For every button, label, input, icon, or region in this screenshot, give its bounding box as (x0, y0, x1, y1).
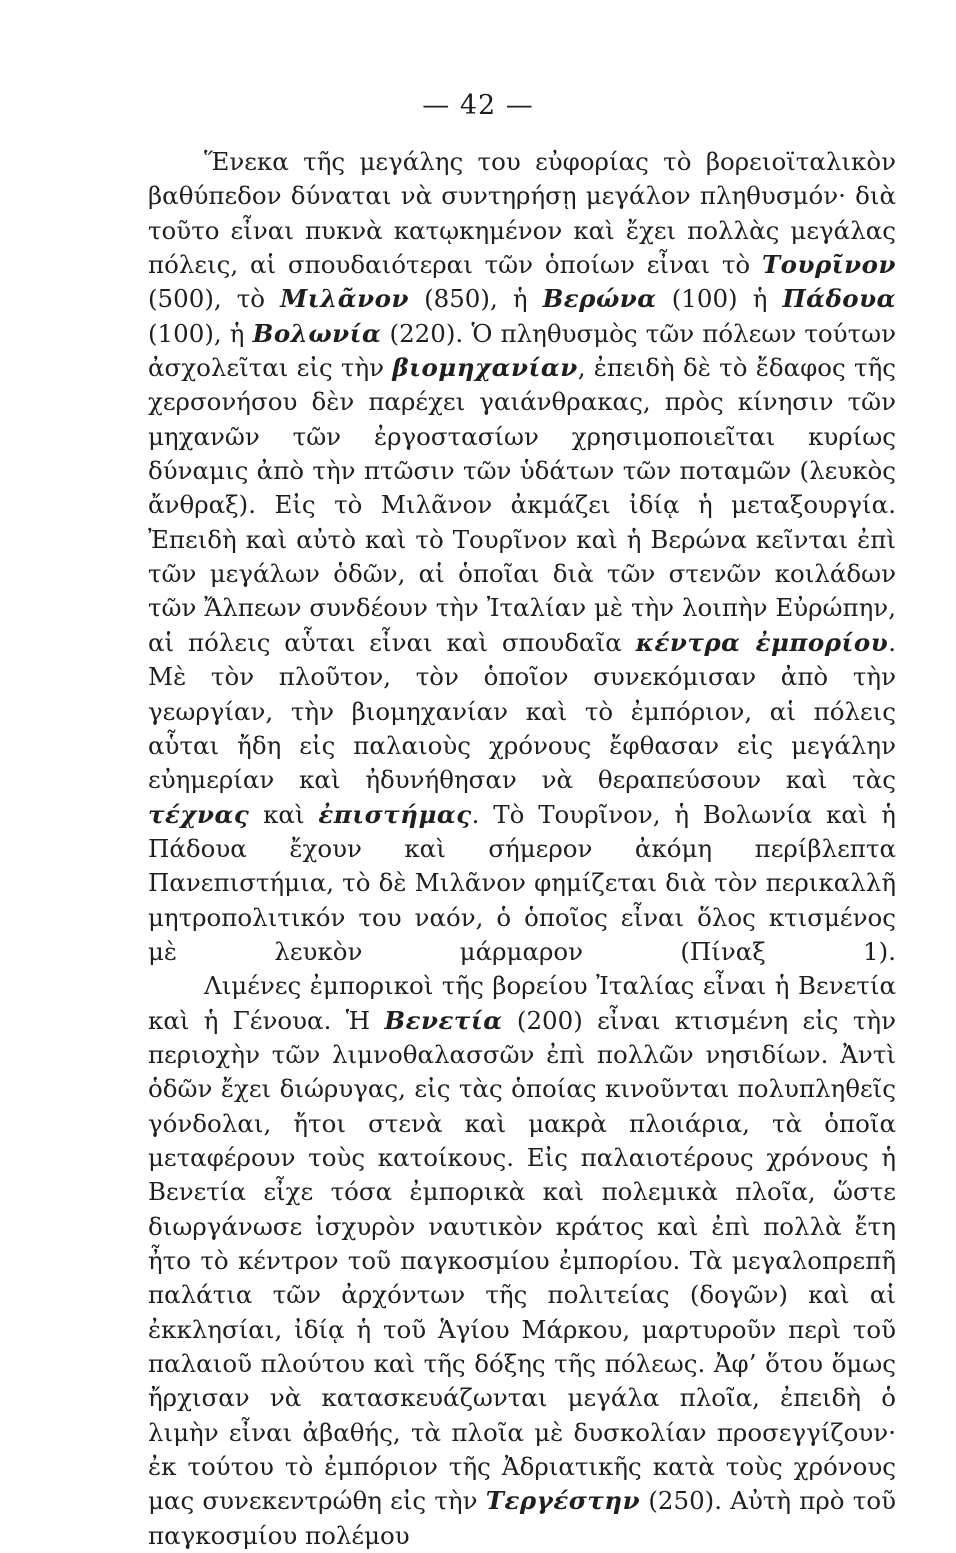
text-run: Λιμένες ἐμπορικοὶ τῆς βορείου Ἰταλίας εἶναι ἡ Βενετία καὶ ἡ Γένουα. Ἡ (148, 971, 896, 1035)
text-run: (200) εἶναι κτισμένη εἰς τὴν περιοχὴν τῶν λιμνοθαλασσῶν ἐπὶ πολλῶν νησιδίων. Ἀντὶ ὁδῶν ἔχει διώρυγας, εἰς τὰς ὁποίας κινοῦνται πολυπληθεῖς γόνδολαι, ἤτοι στενὰ καὶ μακρὰ πλοιάρια, τὰ ὁποῖα μεταφέρουν τοὺς κατοίκους. Εἰς παλαιοτέρους χρόνους ἡ Βενετία εἶχε τόσα ἐμπορικὰ καὶ πολεμικὰ πλοῖα, ὥστε διωργάνωσε ἰσχυρὸν ναυτικὸν κράτος καὶ ἐπὶ πολλὰ ἔτη ἦτο τὸ κέντρον τοῦ παγκοσμίου ἐμπορίου. Τὰ μεγαλοπρεπῆ παλάτια τῶν ἀρχόντων τῆς πολιτείας (δογῶν) καὶ αἱ ἐκκλησίαι, ἰδίᾳ ἡ τοῦ Ἁγίου Μάρκου, μαρτυροῦν περὶ τοῦ παλαιοῦ πλούτου καὶ τῆς δόξης τῆς πόλεως. Ἀφ’ ὅτου ὅμως ἤρχισαν νὰ κατασκευάζωνται μεγάλα πλοῖα, ἐπειδὴ ὁ λιμὴν εἶναι ἀβαθής, τὰ πλοῖα μὲ δυσκολίαν προσεγγίζουν· ἐκ τούτου τὸ ἐμπόριον τῆς Ἀδριατικῆς κατὰ τοὺς χρόνους μας συνεκεντρώθη εἰς τὴν (148, 1005, 896, 1516)
emphasis-venice: Βενετία (384, 1005, 503, 1035)
emphasis-bologna: Βολωνία (252, 318, 382, 348)
emphasis-industry: βιομηχανίαν (392, 353, 578, 383)
paragraph-commercial-ports (148, 969, 896, 1553)
emphasis-milan: Μιλᾶνον (280, 284, 409, 314)
emphasis-sciences: ἐπιστήμας (318, 799, 472, 829)
text-run: καὶ (249, 799, 319, 829)
emphasis-trade-centers: κέντρα ἐμπορίου (635, 627, 889, 657)
text-run: (850), ἡ (409, 284, 543, 314)
emphasis-verona: Βερώνα (542, 284, 657, 314)
text-run: . Τὸ Τουρῖνον, ἡ Βολωνία καὶ ἡ Πάδουα ἔχουν καὶ σήμερον ἀκόμη περίβλεπτα Πανεπιστήμια, τὸ δὲ Μιλᾶνον φημίζεται διὰ τὸν περικαλλῆ μητροπολιτικόν του ναόν, ὁ ὁποῖος εἶναι ὅλος κτισμένος μὲ λευκὸν μάρμαρον (Πίναξ 1). (148, 799, 896, 966)
emphasis-trieste: Τεργέστην (485, 1486, 641, 1516)
text-run: (100) ἡ (656, 284, 783, 314)
text-run: (100), ἡ (148, 318, 253, 348)
body-text (148, 145, 896, 1553)
text-run: (250). Αὐτὴ πρὸ τοῦ παγκοσμίου πολέμου (148, 1486, 896, 1550)
text-run: . Μὲ τὸν πλοῦτον, τὸν ὁποῖον συνεκόμισαν ἀπὸ τὴν γεωργίαν, τὴν βιομηχανίαν καὶ τὸ ἐμπόριον, αἱ πόλεις αὗται ἤδη εἰς παλαιοὺς χρόνους ἔφθασαν εἰς μεγάλην εὐημερίαν καὶ ἠδυνήθησαν νὰ θεραπεύσουν καὶ τὰς (148, 627, 896, 795)
emphasis-turin: Τουρῖνον (761, 250, 896, 280)
emphasis-padua: Πάδουα (782, 284, 896, 314)
text-run: (500), τὸ (148, 284, 281, 314)
emphasis-arts: τέχνας (148, 799, 250, 829)
paragraph-northern-italy-cities (148, 145, 896, 969)
text-run: Ἕνεκα τῆς μεγάλης του εὐφορίας τὸ βορειοϊταλικὸν βαθύπεδον δύναται νὰ συντηρήσῃ μεγάλον πληθυσμόν· διὰ τοῦτο εἶναι πυκνὰ κατῳκημένον καὶ ἔχει πολλὰς μεγάλας πόλεις, αἱ σπουδαιότεραι τῶν ὁποίων εἶναι τὸ (148, 147, 896, 280)
text-run: , ἐπειδὴ δὲ τὸ ἔδαφος τῆς χερσονήσου δὲν παρέχει γαιάνθρακας, πρὸς κίνησιν τῶν μηχανῶν τῶν ἐργοστασίων χρησιμοποιεῖται κυρίως δύναμις ἀπὸ τὴν πτῶσιν τῶν ὑδάτων τῶν ποταμῶν (λευκὸς ἄνθραξ). Εἰς τὸ Μιλᾶνον ἀκμάζει ἰδίᾳ ἡ μεταξουργία. Ἐπειδὴ καὶ αὐτὸ καὶ τὸ Τουρῖνον καὶ ἡ Βερώνα κεῖνται ἐπὶ τῶν μεγάλων ὁδῶν, αἱ ὁποῖαι διὰ τῶν στενῶν κοιλάδων τῶν Ἄλπεων συνδέουν τὴν Ἰταλίαν μὲ τὴν λοιπὴν Εὐρώπην, αἱ πόλεις αὗται εἶναι καὶ σπουδαῖα (148, 353, 896, 657)
page-number: — 42 — (422, 90, 534, 121)
text-run: (220). Ὁ πληθυσμὸς τῶν πόλεων τούτων ἀσχολεῖται εἰς τὴν (148, 318, 897, 383)
